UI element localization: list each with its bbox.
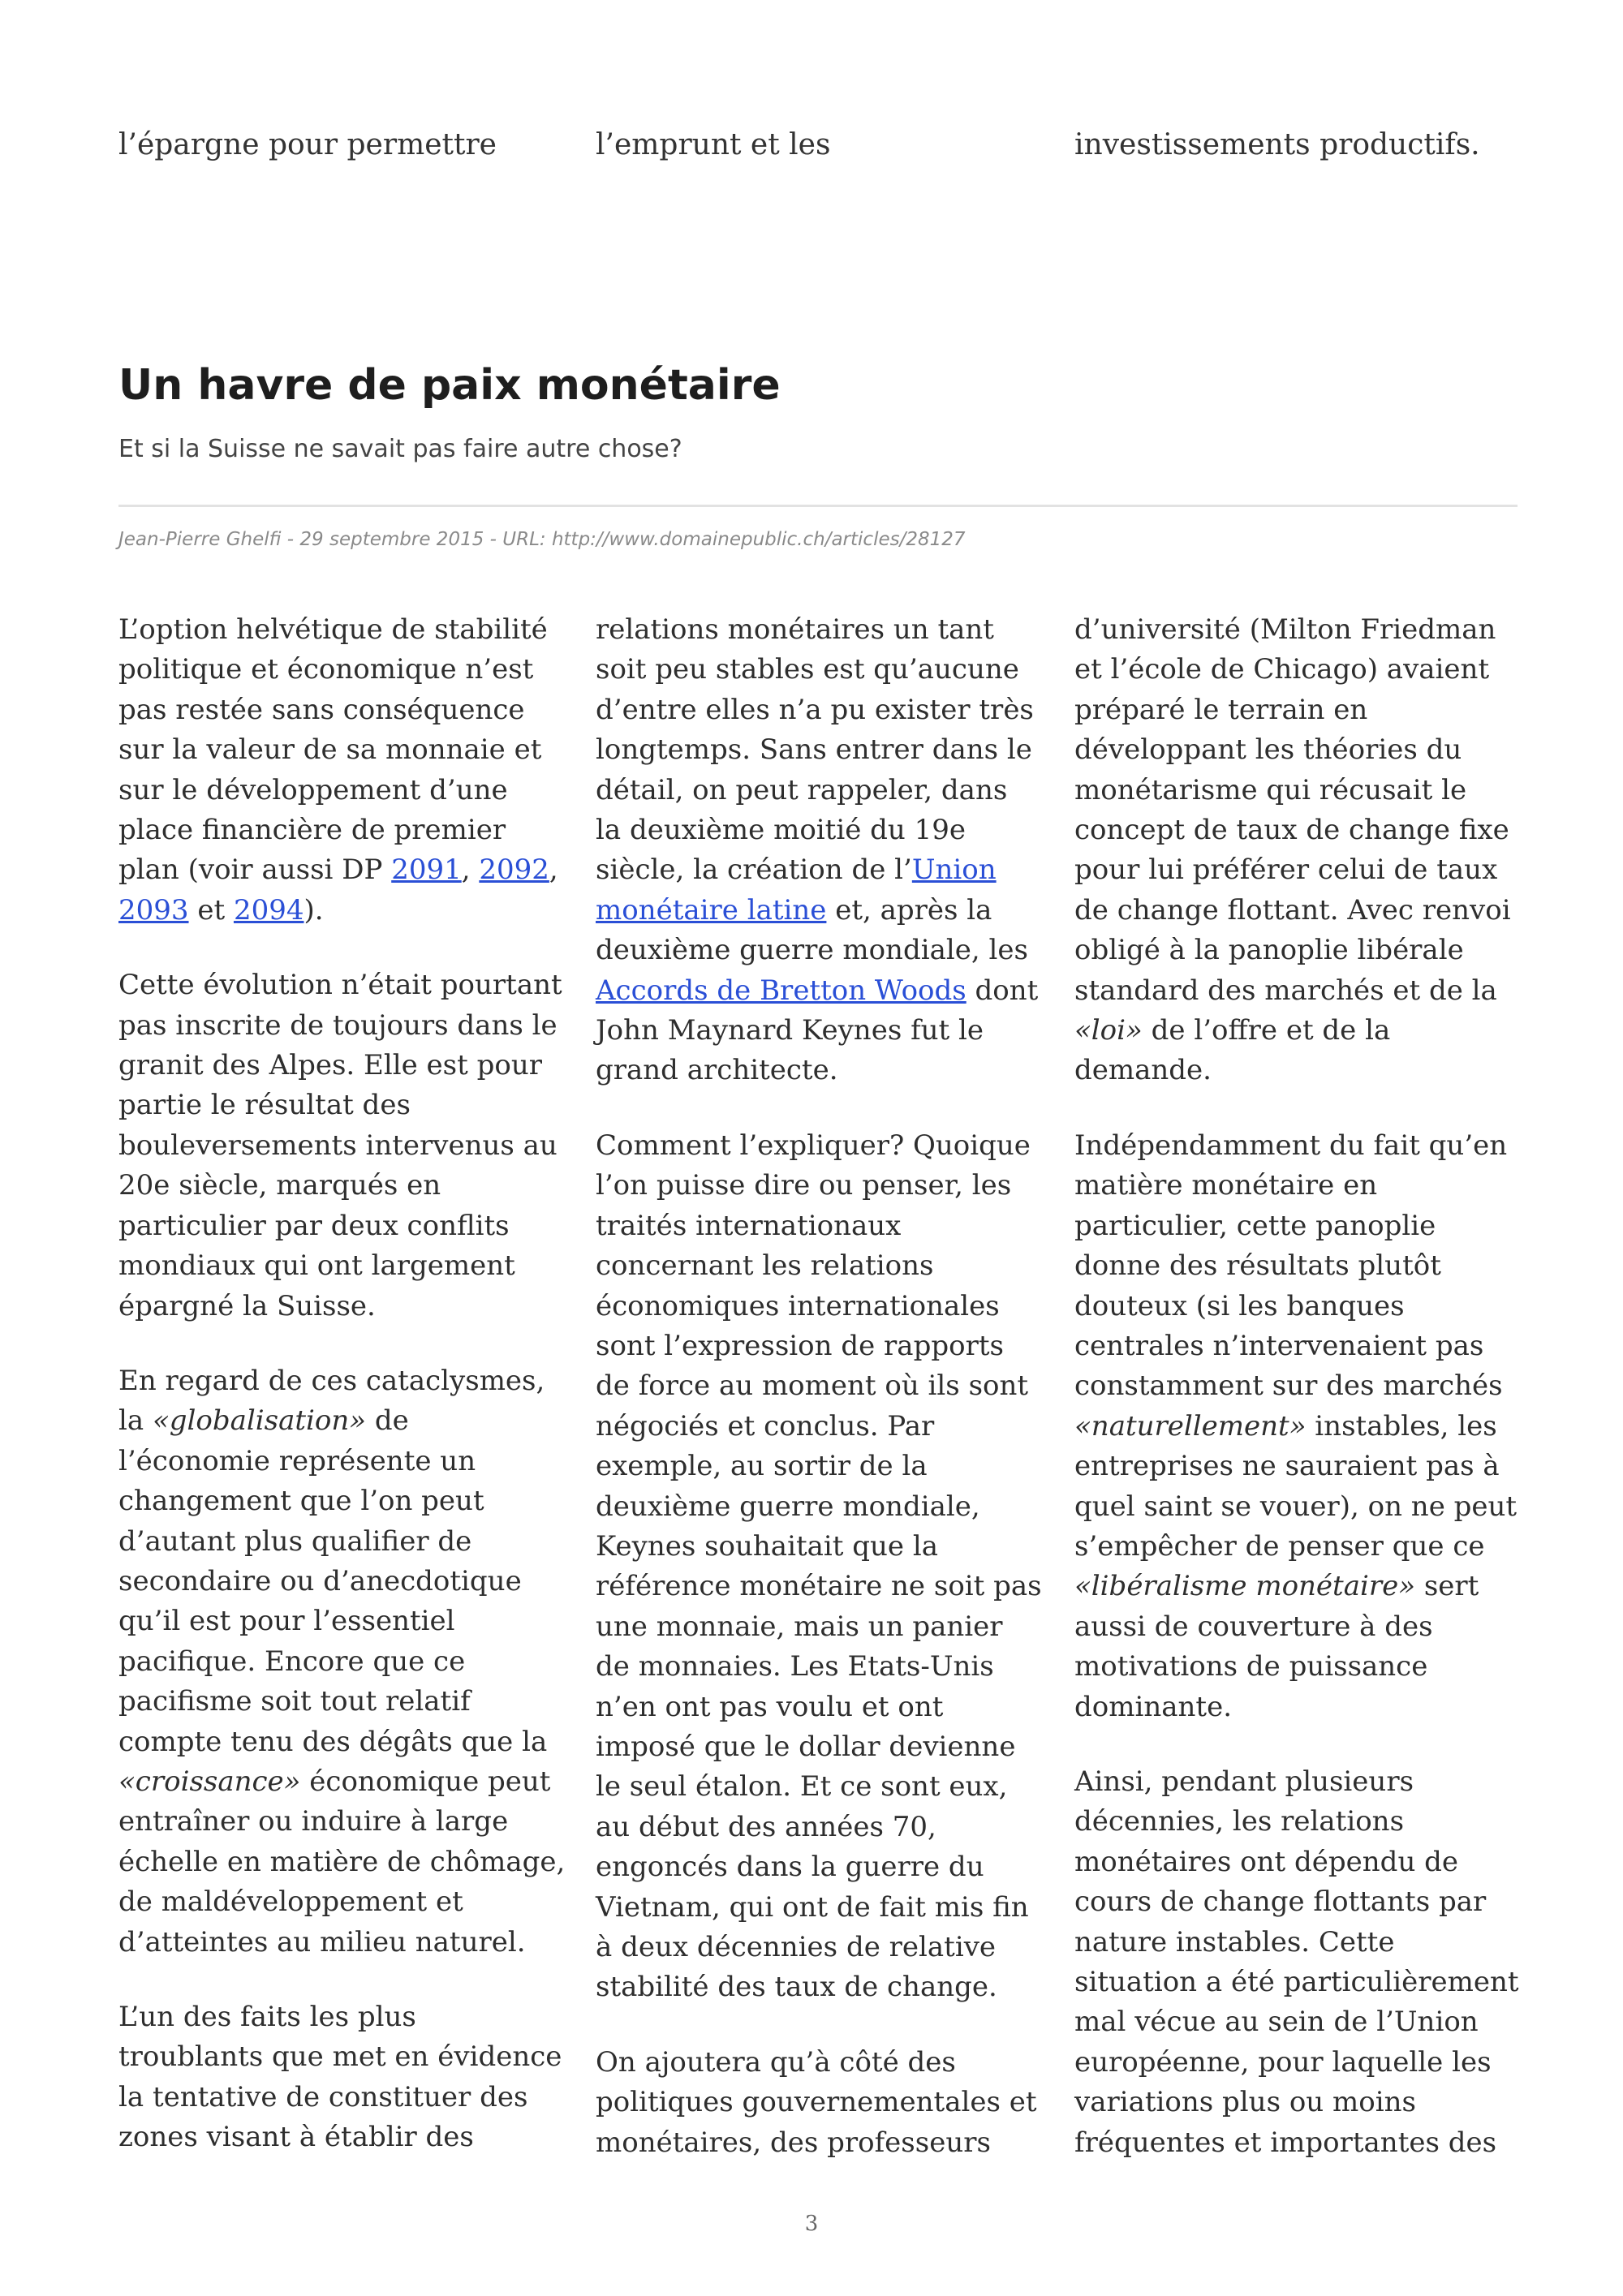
text-line: obligé à la panoplie libérale (1074, 934, 1464, 967)
text-line: changement que l’on peut (118, 1485, 484, 1518)
paragraph (1074, 1762, 1529, 2163)
text-line: exemple, au sortir de la (596, 1450, 928, 1483)
text-line: économiques internationales (596, 1289, 1000, 1322)
text-line: Indépendamment du fait qu’en (1074, 1129, 1508, 1162)
text-line: sont l’expression de rapports (596, 1329, 1004, 1362)
article-title: Un havre de paix monétaire (118, 361, 781, 410)
text-line: imposé que le dollar devienne (596, 1730, 1016, 1763)
paragraph (118, 1997, 573, 2158)
text-line: L’option helvétique de stabilité (118, 613, 548, 646)
text-line: politique et économique n’est (118, 653, 534, 686)
text-line: «loi» de l’offre et de la (1074, 1014, 1391, 1047)
text-line: L’un des faits les plus (118, 2001, 416, 2033)
text-line: deuxième guerre mondiale, (596, 1490, 980, 1523)
text-line: cours de change flottants par (1074, 1885, 1487, 1919)
text-line: aussi de couverture à des (1074, 1610, 1433, 1643)
text-line: monétaires, des professeurs (596, 2126, 991, 2159)
text-line: secondaire ou d’anecdotique (118, 1564, 522, 1597)
text-line: mondiaux qui ont largement (118, 1249, 515, 1283)
paragraph (596, 1126, 1050, 2008)
text-line: deuxième guerre mondiale, les (596, 934, 1028, 967)
paragraph (1074, 1126, 1529, 1727)
paragraph (596, 2043, 1050, 2163)
text-line: Accords de Bretton Woods dont (596, 974, 1039, 1007)
text-line: l’on puisse dire ou penser, les (596, 1169, 1012, 1202)
text-line: sur le développement d’une (118, 773, 508, 806)
text-line: situation a été particulièrement (1074, 1966, 1519, 1998)
text-line: Comment l’expliquer? Quoique (596, 1129, 1031, 1162)
text-line: bouleversements intervenus au (118, 1129, 558, 1162)
text-line: demande. (1074, 1054, 1212, 1087)
text-line: partie le résultat des (118, 1089, 411, 1122)
text-line: entreprises ne sauraient pas à (1074, 1450, 1500, 1483)
paragraph (118, 1361, 573, 1963)
article-column-3 (1074, 610, 1529, 2198)
text-line: En regard de ces cataclysmes, (118, 1364, 545, 1397)
text-line: «naturellement» instables, les (1074, 1409, 1497, 1443)
text-line: Cette évolution n’était pourtant (118, 969, 562, 1002)
text-line: monétarisme qui récusait le (1074, 773, 1467, 806)
text-line: standard des marchés et de la (1074, 974, 1497, 1007)
article-subtitle: Et si la Suisse ne savait pas faire autre chose? (118, 435, 682, 463)
text-line: stabilité des taux de change. (596, 1971, 997, 2004)
page-number: 3 (804, 2212, 819, 2236)
text-line: pacifisme soit tout relatif (118, 1685, 471, 1718)
text-line: politiques gouvernementales et (596, 2086, 1037, 2119)
link-dp-2091[interactable]: 2091 (391, 853, 462, 887)
link-union-monetaire-latine[interactable]: monétaire latine (596, 893, 827, 927)
text-line: variations plus ou moins (1074, 2086, 1416, 2119)
text-line: monétaire latine et, après la (596, 893, 992, 927)
link-bretton-woods[interactable]: Accords de Bretton Woods (596, 974, 966, 1007)
text-line: nature instables. Cette (1074, 1925, 1395, 1958)
text-line: dominante. (1074, 1690, 1233, 1723)
text-line: 2093 et 2094). (118, 893, 324, 927)
text-line: «libéralisme monétaire» sert (1074, 1570, 1479, 1603)
text-line: quel saint se vouer), on ne peut (1074, 1490, 1518, 1523)
text-line: soit peu stables est qu’aucune (596, 653, 1019, 686)
article-column-2 (596, 610, 1050, 2198)
text-line: échelle en matière de chômage, (118, 1845, 566, 1878)
text-line: préparé le terrain en (1074, 693, 1368, 726)
text-line: particulier, cette panoplie (1074, 1209, 1436, 1242)
text-line: On ajoutera qu’à côté des (596, 2045, 956, 2079)
text-line: de maldéveloppement et (118, 1885, 463, 1919)
text-line: une monnaie, mais un panier (596, 1610, 1003, 1643)
carryover-text-col2: l’emprunt et les (596, 128, 831, 161)
text-line: constamment sur des marchés (1074, 1369, 1503, 1403)
text-line: zones visant à établir des (118, 2121, 474, 2154)
text-line: concept de taux de change fixe (1074, 814, 1509, 847)
text-line: Vietnam, qui ont de fait mis fin (596, 1890, 1029, 1924)
text-line: fréquentes et importantes des (1074, 2126, 1497, 2159)
article-column-1 (118, 610, 573, 2193)
text-line: siècle, la création de l’Union (596, 853, 997, 887)
text-line: de force au moment où ils sont (596, 1369, 1029, 1403)
text-line: granit des Alpes. Elle est pour (118, 1049, 542, 1082)
paragraph (596, 610, 1050, 1091)
text-line: d’université (Milton Friedman (1074, 613, 1496, 646)
text-line: Ainsi, pendant plusieurs (1074, 1765, 1414, 1798)
text-line: la «globalisation» de (118, 1404, 409, 1438)
text-line: épargné la Suisse. (118, 1289, 376, 1322)
text-line: pacifique. Encore que ce (118, 1645, 466, 1678)
text-line: et l’école de Chicago) avaient (1074, 653, 1490, 686)
text-line: européenne, pour laquelle les (1074, 2045, 1492, 2079)
text-line: référence monétaire ne soit pas (596, 1570, 1042, 1603)
text-line: grand architecte. (596, 1054, 838, 1087)
text-line: décennies, les relations (1074, 1805, 1405, 1838)
text-line: d’autant plus qualifier de (118, 1524, 472, 1558)
text-line: mal vécue au sein de l’Union (1074, 2006, 1479, 2039)
text-line: place financière de premier (118, 814, 506, 847)
text-line: de change flottant. Avec renvoi (1074, 893, 1511, 927)
carryover-text-col1: l’épargne pour permettre (118, 128, 497, 161)
text-line: n’en ont pas voulu et ont (596, 1690, 944, 1723)
text-line: d’atteintes au milieu naturel. (118, 1925, 526, 1958)
text-line: particulier par deux conflits (118, 1209, 510, 1242)
text-line: douteux (si les banques (1074, 1289, 1405, 1322)
text-line: sur la valeur de sa monnaie et (118, 733, 542, 767)
text-line: centrales n’intervenaient pas (1074, 1329, 1484, 1362)
text-line: pas inscrite de toujours dans le (118, 1008, 558, 1042)
text-line: plan (voir aussi DP 2091, 2092, (118, 853, 558, 887)
text-line: pour lui préférer celui de taux (1074, 853, 1498, 887)
text-line: le seul étalon. Et ce sont eux, (596, 1770, 1008, 1804)
header-divider (118, 505, 1518, 507)
text-line: monétaires ont dépendu de (1074, 1845, 1459, 1878)
text-line: John Maynard Keynes fut le (596, 1014, 984, 1047)
link-dp-2094[interactable]: 2094 (233, 893, 304, 927)
text-line: 20e siècle, marqués en (118, 1169, 441, 1202)
text-line: s’empêcher de penser que ce (1074, 1529, 1485, 1563)
text-line: donne des résultats plutôt (1074, 1249, 1441, 1283)
link-dp-2093[interactable]: 2093 (118, 893, 189, 927)
text-line: d’entre elles n’a pu exister très (596, 693, 1034, 726)
text-line: longtemps. Sans entrer dans le (596, 733, 1032, 767)
text-line: de monnaies. Les Etats-Unis (596, 1650, 994, 1683)
text-line: entraîner ou induire à large (118, 1805, 509, 1838)
text-line: «croissance» économique peut (118, 1765, 551, 1798)
text-line: la deuxième moitié du 19e (596, 814, 966, 847)
link-dp-2092[interactable]: 2092 (479, 853, 549, 887)
text-line: compte tenu des dégâts que la (118, 1725, 548, 1758)
text-line: troublants que met en évidence (118, 2040, 562, 2074)
text-line: matière monétaire en (1074, 1169, 1378, 1202)
paragraph (1074, 610, 1529, 1091)
text-line: au début des années 70, (596, 1810, 936, 1843)
carryover-text-col3: investissements productifs. (1074, 128, 1480, 161)
text-line: traités internationaux (596, 1209, 902, 1242)
article-byline: Jean-Pierre Ghelfi - 29 septembre 2015 - URL: http://www.domainepublic.ch/articles/28127 (118, 529, 966, 550)
text-line: l’économie représente un (118, 1444, 476, 1477)
text-line: développant les théories du (1074, 733, 1462, 767)
text-line: motivations de puissance (1074, 1650, 1428, 1683)
text-line: la tentative de constituer des (118, 2080, 528, 2113)
text-line: qu’il est pour l’essentiel (118, 1605, 455, 1638)
text-line: engoncés dans la guerre du (596, 1851, 984, 1884)
text-line: négociés et conclus. Par (596, 1409, 935, 1443)
link-union-monetaire-latine[interactable]: Union (911, 853, 997, 887)
text-line: à deux décennies de relative (596, 1931, 997, 1963)
paragraph (118, 965, 573, 1326)
text-line: pas restée sans conséquence (118, 693, 525, 726)
text-line: concernant les relations (596, 1249, 934, 1283)
text-line: Keynes souhaitait que la (596, 1529, 938, 1563)
text-line: détail, on peut rappeler, dans (596, 773, 1008, 806)
text-line: relations monétaires un tant (596, 613, 994, 646)
paragraph (118, 610, 573, 931)
